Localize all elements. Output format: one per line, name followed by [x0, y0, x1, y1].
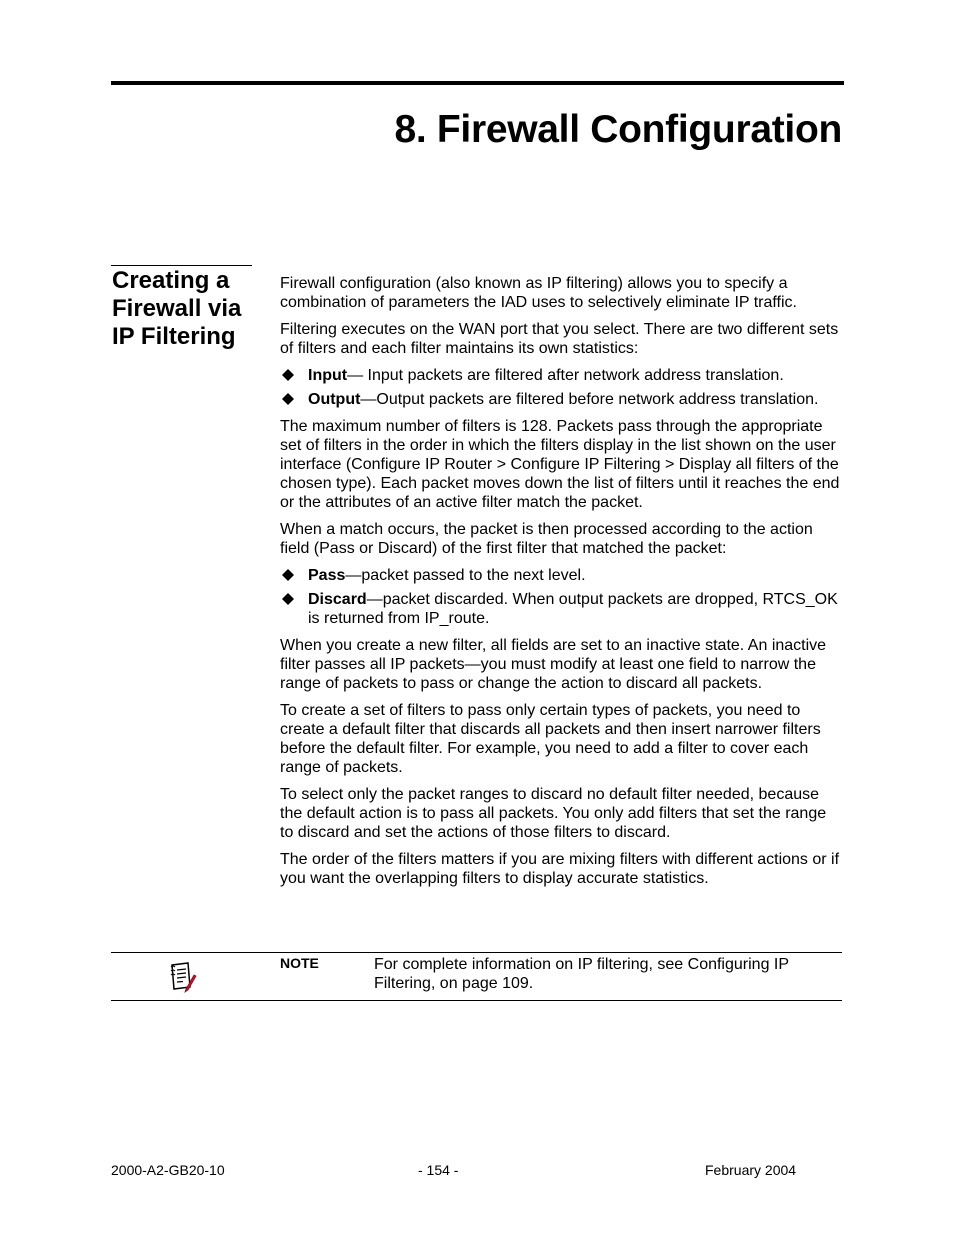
section-heading-rule	[111, 265, 252, 266]
note-top-rule	[111, 952, 842, 953]
bullet-term: Output	[308, 391, 361, 408]
note-bottom-rule	[111, 1000, 842, 1001]
note-label: NOTE	[280, 955, 319, 971]
paragraph: To create a set of filters to pass only certain types of packets, you need to create a default filter that discards all packets and then insert narrower filters before the default filter. For example, you need to add a filter to cover each range of packets.	[280, 702, 821, 776]
bullet-item	[280, 566, 842, 585]
paragraph: To select only the packet ranges to discard no default filter needed, because the default action is to pass all packets. You only add filters that set the range to discard and set the actions of those filters to discard.	[280, 786, 827, 841]
bullet-text: —packet passed to the next level.	[345, 567, 586, 584]
body-column	[280, 274, 842, 896]
section-heading: Creating a Firewall via IP Filtering	[112, 267, 242, 350]
paragraph: When a match occurs, the packet is then processed according to the action field (Pass or Discard) of the first filter that matched the packet:	[280, 521, 813, 557]
bullet-term: Pass	[308, 567, 346, 584]
diamond-bullet-icon	[282, 593, 294, 605]
bullet-list-actions	[280, 566, 842, 628]
footer-date: February 2004	[705, 1162, 797, 1178]
diamond-bullet-icon	[282, 569, 294, 581]
chapter-title: 8. Firewall Configuration	[394, 108, 842, 151]
chapter-top-rule	[111, 81, 844, 85]
bullet-term: Input	[308, 367, 348, 384]
paragraph: Firewall configuration (also known as IP filtering) allows you to specify a combination of parameters the IAD uses to selectively eliminate IP traffic.	[280, 275, 797, 311]
bullet-item	[280, 590, 842, 628]
diamond-bullet-icon	[282, 369, 294, 381]
bullet-text: —Output packets are filtered before network address translation.	[360, 391, 819, 408]
paragraph: The order of the filters matters if you are mixing filters with different actions or if you want the overlapping filters to display accurate statistics.	[280, 851, 840, 887]
footer-page-number: - 154 -	[418, 1162, 459, 1178]
bullet-text: — Input packets are filtered after network address translation.	[347, 367, 784, 384]
bullet-item	[280, 390, 842, 409]
bullet-list-filter-sets	[280, 366, 842, 409]
paragraph: The maximum number of filters is 128. Packets pass through the appropriate set of filters in the order in which the filters display in the list shown on the user interface (Configure IP Router > Configure IP Filtering > Display all filters of the chosen type). Each packet moves down the list of filters until it reaches the end or the attributes of an active filter match the packet.	[280, 418, 840, 511]
footer-doc-number: 2000-A2-GB20-10	[111, 1162, 225, 1178]
bullet-term: Discard	[308, 591, 367, 608]
notepad-icon	[168, 961, 200, 993]
note-text: For complete information on IP filtering, see Configuring IP Filtering, on page 109.	[374, 956, 789, 992]
bullet-text: —packet discarded. When output packets are dropped, RTCS_OK is returned from IP_route.	[308, 591, 838, 627]
bullet-item	[280, 366, 842, 385]
diamond-bullet-icon	[282, 393, 294, 405]
paragraph: Filtering executes on the WAN port that you select. There are two different sets of filters and each filter maintains its own statistics:	[280, 321, 839, 357]
paragraph: When you create a new filter, all fields are set to an inactive state. An inactive filter passes all IP packets—you must modify at least one field to narrow the range of packets to pass or change the action to discard all packets.	[280, 637, 827, 692]
